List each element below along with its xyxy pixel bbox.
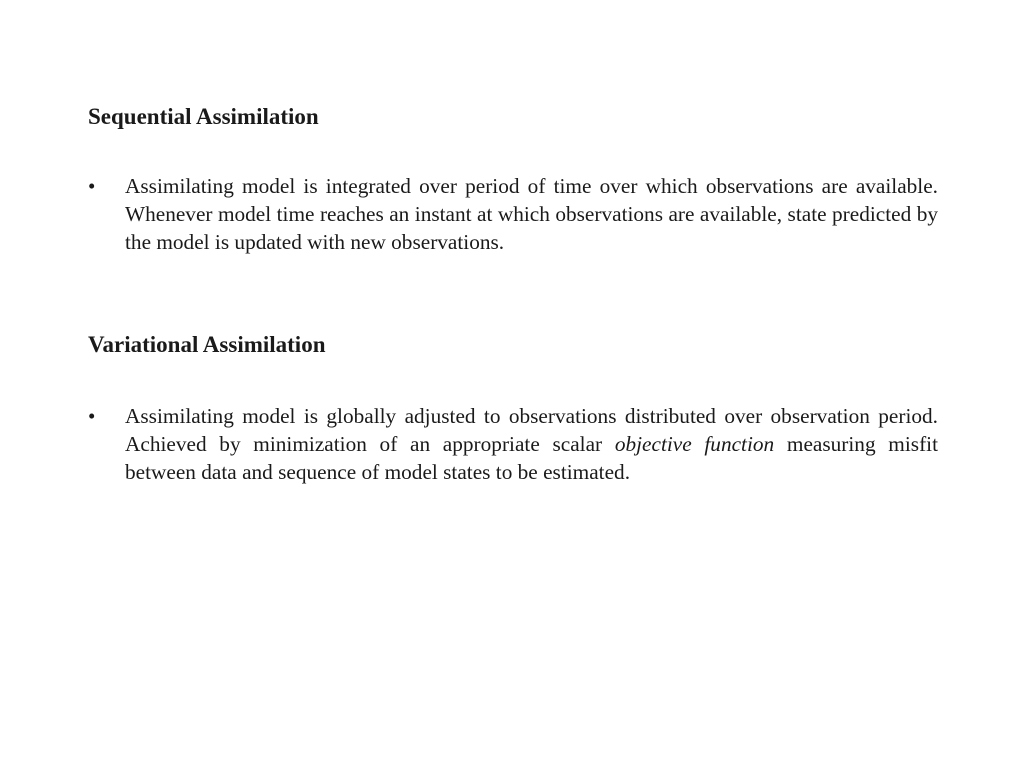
section-heading: Variational Assimilation <box>88 332 326 357</box>
bullet-item <box>88 172 938 256</box>
bullet-text-part: Assimilating model is globally adjusted to observations distributed over observation period. Achieved by minimization of an appropriate scalar <box>125 404 938 456</box>
bullet-icon: • <box>88 174 96 198</box>
emphasized-term: objective function <box>614 432 775 456</box>
bullet-text <box>125 402 938 486</box>
section-heading: Sequential Assimilation <box>88 104 319 129</box>
bullet-item <box>88 402 938 486</box>
bullet-text: Assimilating model is integrated over period of time over which observations are available. Whenever model time reaches an instant at which observations are available, state predicted by the model is updated with new observations. <box>125 174 938 254</box>
section-variational-assimilation <box>88 329 938 486</box>
section-sequential-assimilation <box>88 101 938 256</box>
bullet-text-part: measuring misfit between data and sequence of model states to be estimated. <box>125 432 938 484</box>
bullet-icon: • <box>88 404 96 428</box>
